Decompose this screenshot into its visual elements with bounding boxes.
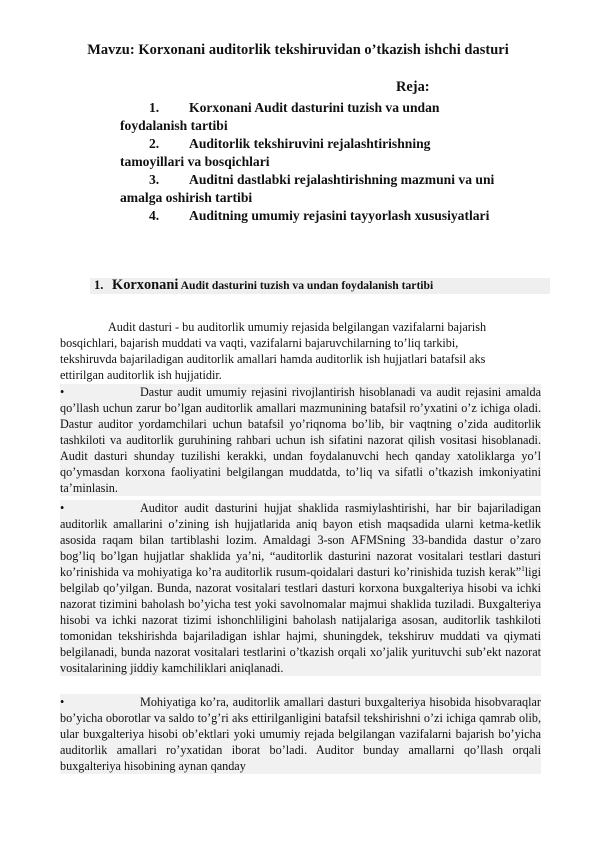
paragraph-text-continued: ligi belgilab qo’yilgan. Bunda, nazorat vositalari testlari dasturi korxona buxgalteriya hisobi va ichki nazorat tizimini baholash bo’yicha test yoki savolnomalar majmui shaklida tuziladi. Buxgalteriya hisobi va ichki nazorat tizimi ishonchliligini baholash natijalariga asosan, auditorlik tashkiloti tomonidan tekshirishda bajariladigan ishlar hajmi, shuningdek, tekshiruv muddati va qiymati belgilanadi, bunda nazorat vositalari testlarini o’tkazish orqali xo’jalik yurituvchi sub’ekt nazorat vositalarining jiddiy kamchiliklari aniqlanadi.: [60, 565, 541, 675]
plan-item: [120, 207, 570, 225]
paragraph-text: Dastur audit umumiy rejasini rivojlantirish hisoblanadi va audit rejasini amalda qo’llash uchun zarur bo’lgan auditorlik amallari mazmunining batafsil ro’yxatini o’z ichiga oladi. Dastur auditor yordamchilari uchun batafsil yo’riqnoma bo’lib, bir vaqtning o’zida auditorlik tashkiloti va auditorlik guruhining rahbari uchun ish sifatini nazorat qilish vositasi hisoblanadi. Audit dasturi shunday tuzilishi kerakki, undan foydalanuvchi hech qanday xatoliklarga yo’l qo’ymasdan korxona faoliyatini belgilangan muddatda, to’liq va sifatli o’tkazish imkoniyatini ta’minlasin.: [60, 385, 541, 495]
plan-item-text: Korxonani Audit dasturini tuzish va undan: [189, 100, 440, 115]
plan-list: [120, 99, 570, 225]
section-heading: [94, 277, 433, 294]
plan-item-text: Auditning umumiy rejasini tayyorlash xususiyatlari: [189, 208, 490, 223]
section-number: 1.: [94, 278, 104, 292]
bullet-marker: •: [60, 385, 65, 399]
definition-paragraph: [60, 319, 540, 383]
definition-line: bosqichlari, bajarish muddati va vaqti, vazifalarni bajaruvchilarning to’liq tarkibi,: [60, 336, 459, 350]
plan-item-text: Auditorlik tekshiruvini rejalashtirishning: [189, 136, 431, 151]
bullet-paragraph: [60, 384, 541, 496]
bullet-paragraph: [60, 694, 541, 774]
plan-item-continuation: tamoyillari va bosqichlari: [120, 154, 270, 169]
plan-item-number: 3.: [149, 172, 160, 187]
plan-item-number: 2.: [149, 136, 160, 151]
bullet-marker: •: [60, 695, 65, 709]
plan-item: [120, 135, 570, 171]
plan-item-number: 4.: [149, 208, 160, 223]
plan-item-text: Auditni dastlabki rejalashtirishning mazmuni va uni: [189, 172, 495, 187]
paragraph-text: Mohiyatiga ko’ra, auditorlik amallari dasturi buxgalteriya hisobida hisobvaraqlar bo’yicha oborotlar va saldo to’g’ri aks ettirilganligini batafsil tekshirishni o’zi ichiga qamrab olib, ular buxgalteriya hisobi ob’ektlari yoki umumiy rejada belgilangan vazifalarni bajarish bo’yicha auditorlik amallari ro’yxatidan iborat bo’ladi. Auditor bunday amallarni qo’llash orqali buxgalteriya hisobining aynan qanday: [60, 695, 541, 773]
bullet-marker: •: [60, 501, 65, 515]
plan-item-continuation: foydalanish tartibi: [120, 118, 228, 133]
document-title: Mavzu: Korxonani auditorlik tekshiruvidan o’tkazish ishchi dasturi: [87, 42, 509, 58]
plan-item-continuation: amalga oshirish tartibi: [120, 190, 253, 205]
definition-line: ettirilgan auditorlik ish hujjatidir.: [60, 368, 222, 382]
footnote-reference: 1: [521, 564, 525, 573]
paragraph-text: Auditor audit dasturini hujjat shaklida rasmiylashtirishi, har bir bajariladigan auditorlik amallarini o’zining ish hujjatlarida aniq bayon etish maqsadida ularni ketma-ketlik asosida raqam bilan tartiblashi lozim. Amaldagi 3-son AFMSning 33-bandida dastur o’zaro bog’liq bo’lgan hujjatlar shaklida ya’ni, “auditorlik dasturini nazorat vositalari testlari dasturi ko’rinishida va mohiyatiga ko’ra auditorlik rusum-qoidalari dasturi ko’rinishida tuzish kerak”: [60, 501, 541, 579]
bullet-paragraph: [60, 500, 541, 676]
definition-line: tekshiruvda bajariladigan auditorlik amallari hamda auditorlik ish hujjatlari batafsil aks: [60, 352, 486, 366]
plan-item: [120, 99, 570, 135]
definition-line: Audit dasturi - bu auditorlik umumiy rejasida belgilangan vazifalarni bajarish: [108, 320, 487, 334]
section-heading-lead-word: Korxonani: [112, 277, 179, 293]
section-heading-text: Audit dasturini tuzish va undan foydalanish tartibi: [178, 279, 434, 292]
plan-item-number: 1.: [149, 100, 160, 115]
plan-item: [120, 171, 570, 207]
plan-heading: Reja:: [396, 79, 430, 95]
